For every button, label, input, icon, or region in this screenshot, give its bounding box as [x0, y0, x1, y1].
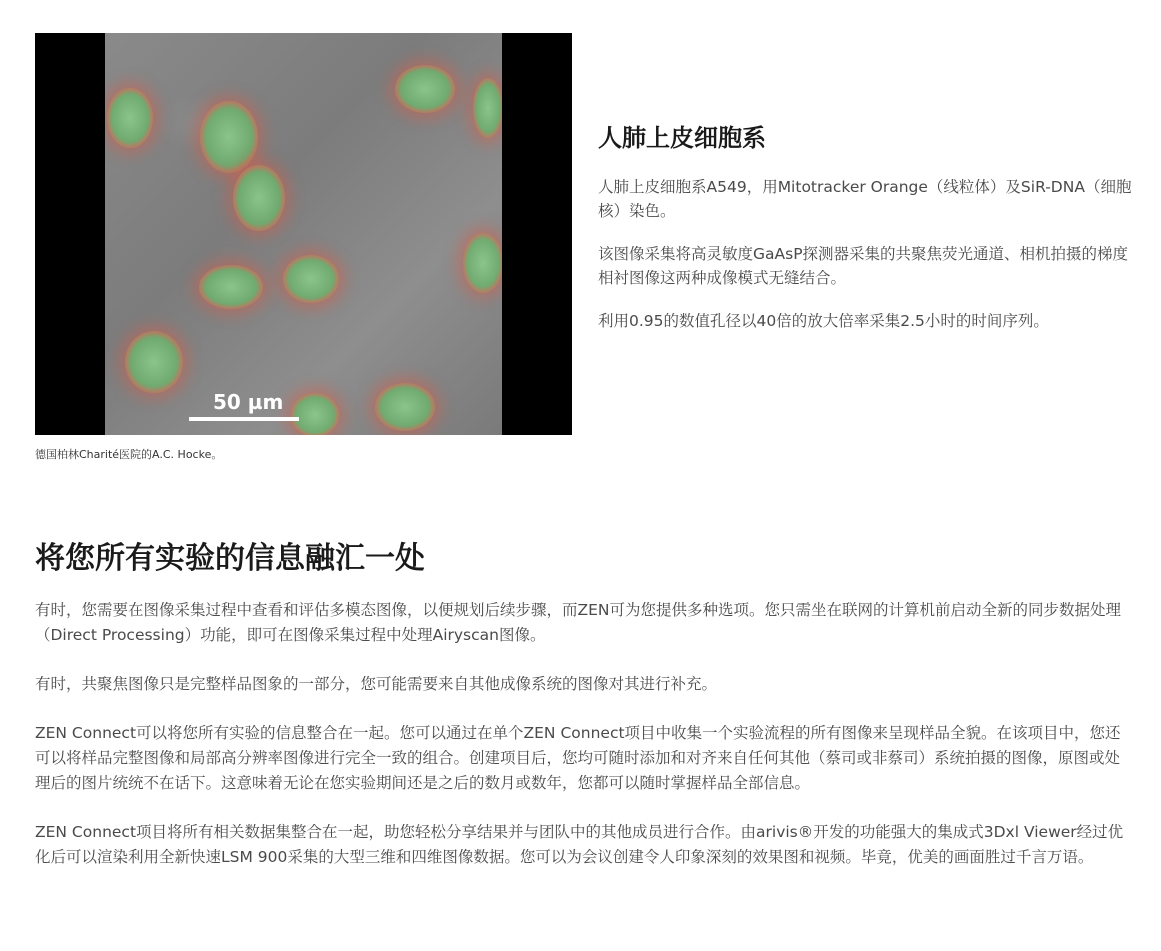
image-description — [598, 118, 1133, 352]
cell-nucleus — [200, 101, 258, 173]
main-paragraph-4: ZEN Connect项目将所有相关数据集整合在一起，助您轻松分享结果并与团队中的其他成员进行合作。由arivis®开发的功能强大的集成式3Dxl Viewer经过优化后可以渲染利用全新快速LSM 900采集的大型三维和四维图像数据。您可以为会议创建令人印象深刻的效果图和视频。毕竟，优美的画面胜过千言万语。 — [35, 823, 1124, 866]
cell-micrograph — [105, 33, 502, 435]
cell-nucleus — [199, 265, 263, 309]
main-paragraph-3: ZEN Connect可以将您所有实验的信息整合在一起。您可以通过在单个ZEN Connect项目中收集一个实验流程的所有图像来呈现样品全貌。在该项目中，您还可以将样品完整图像和局部高分辨率图像进行完全一致的组合。创建项目后，您均可随时添加和对齐来自任何其他（蔡司或非蔡司）系统拍摄的图像，原图或处理后的图片统统不在话下。这意味着无论在您实验期间还是之后的数月或数年，您都可以随时掌握样品全部信息。 — [35, 724, 1121, 792]
cell-nucleus — [233, 165, 285, 231]
cell-nucleus — [463, 233, 502, 293]
side-heading: 人肺上皮细胞系 — [598, 124, 766, 152]
main-paragraph-1: 有时，您需要在图像采集过程中查看和评估多模态图像，以便规划后续步骤，而ZEN可为您提供多种选项。您只需坐在联网的计算机前启动全新的同步数据处理（Direct Processing）功能，即可在图像采集过程中处理Airyscan图像。 — [35, 601, 1122, 644]
cell-nucleus — [291, 393, 339, 435]
main-section — [35, 533, 1130, 894]
main-paragraph-2: 有时，共聚焦图像只是完整样品图象的一部分，您可能需要来自其他成像系统的图像对其进行补充。 — [35, 675, 718, 693]
section-heading: 将您所有实验的信息融汇一处 — [35, 541, 425, 576]
side-paragraph-1: 人肺上皮细胞系A549，用Mitotracker Orange（线粒体）及SiR-DNA（细胞核）染色。 — [598, 178, 1132, 220]
cell-nucleus — [375, 383, 435, 431]
side-paragraph-2: 该图像采集将高灵敏度GaAsP探测器采集的共聚焦荧光通道、相机拍摄的梯度相衬图像这两种成像模式无缝结合。 — [598, 245, 1129, 287]
cell-nucleus — [473, 78, 502, 138]
image-caption: 德国柏林Charité医院的A.C. Hocke。 — [35, 448, 223, 461]
scale-label: 50 µm — [213, 390, 284, 414]
cell-nucleus — [125, 331, 183, 393]
cell-nucleus — [107, 88, 153, 148]
microscopy-image — [35, 33, 572, 435]
side-paragraph-3: 利用0.95的数值孔径以40倍的放大倍率采集2.5小时的时间序列。 — [598, 312, 1049, 330]
cell-nucleus — [395, 65, 455, 113]
cell-nucleus — [283, 255, 339, 303]
scale-bar — [189, 417, 299, 421]
